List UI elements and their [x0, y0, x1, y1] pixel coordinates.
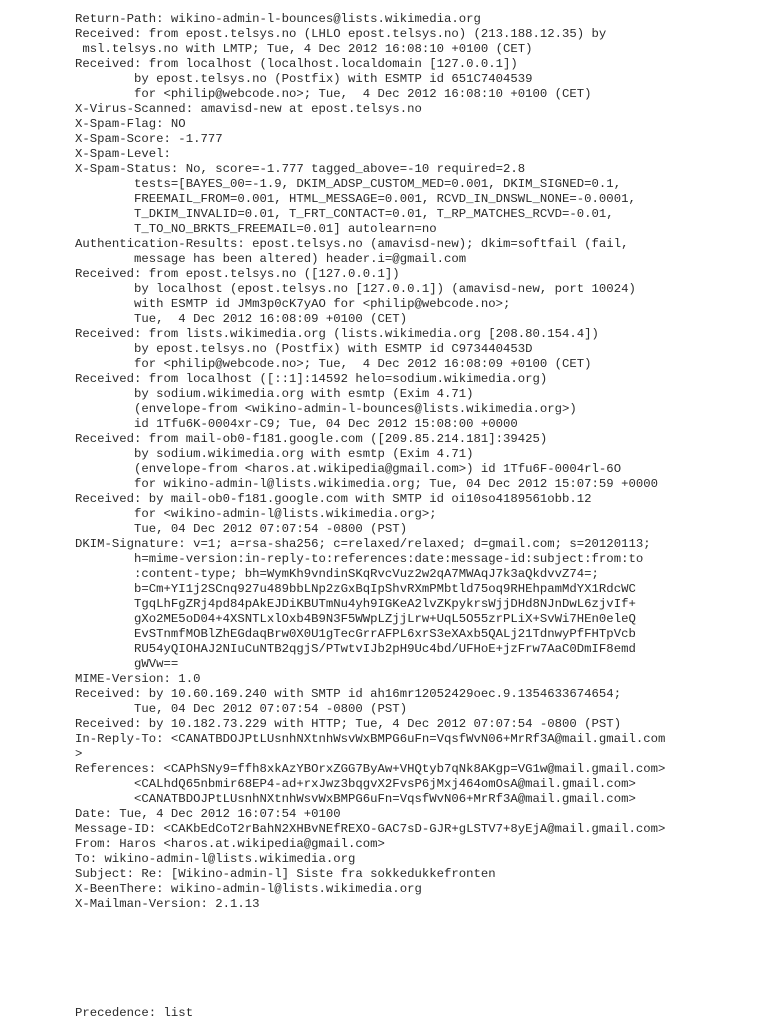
- email-header-line: Received: from epost.telsys.no (LHLO epost.telsys.no) (213.188.12.35) by: [75, 27, 607, 41]
- email-header-line: >: [75, 747, 83, 761]
- email-header-line: <CANATBDOJPtLUsnhNXtnhWsvWxBMPG6uFn=VqsfWvN06+MrRf3A@mail.gmail.com>: [75, 792, 636, 806]
- email-header-line: Subject: Re: [Wikino-admin-l] Siste fra sokkedukkefronten: [75, 867, 496, 881]
- email-header-line: Authentication-Results: epost.telsys.no (amavisd-new); dkim=softfail (fail,: [75, 237, 629, 251]
- email-header-line: To: wikino-admin-l@lists.wikimedia.org: [75, 852, 356, 866]
- email-header-line: by epost.telsys.no (Postfix) with ESMTP id C973440453D: [75, 342, 533, 356]
- email-header-line: Tue, 4 Dec 2012 16:08:09 +0100 (CET): [75, 312, 408, 326]
- email-header-block: [75, 12, 765, 912]
- email-header-line: by epost.telsys.no (Postfix) with ESMTP id 651C7404539: [75, 72, 533, 86]
- email-header-line: FREEMAIL_FROM=0.001, HTML_MESSAGE=0.001, RCVD_IN_DNSWL_NONE=-0.0001,: [75, 192, 636, 206]
- email-header-line: by localhost (epost.telsys.no [127.0.0.1]) (amavisd-new, port 10024): [75, 282, 636, 296]
- email-header-line: Date: Tue, 4 Dec 2012 16:07:54 +0100: [75, 807, 341, 821]
- email-header-line: tests=[BAYES_00=-1.9, DKIM_ADSP_CUSTOM_MED=0.001, DKIM_SIGNED=0.1,: [75, 177, 622, 191]
- email-header-line: Received: from localhost (localhost.localdomain [127.0.0.1]): [75, 57, 518, 71]
- email-header-line: msl.telsys.no with LMTP; Tue, 4 Dec 2012 16:08:10 +0100 (CET): [75, 42, 533, 56]
- email-header-line: gWVw==: [75, 657, 179, 671]
- email-header-line: X-Virus-Scanned: amavisd-new at epost.telsys.no: [75, 102, 422, 116]
- email-header-line: EvSTnmfMOBlZhEGdaqBrw0X0U1gTecGrrAFPL6xrS3eXAxb5QALj21TdnwyPfFHTpVcb: [75, 627, 636, 641]
- email-header-line: Tue, 04 Dec 2012 07:07:54 -0800 (PST): [75, 702, 408, 716]
- email-header-line: References: <CAPhSNy9=ffh8xkAzYBOrxZGG7ByAw+VHQtyb7qNk8AKgp=VG1w@mail.gmail.com>: [75, 762, 666, 776]
- email-header-line: RU54yQIOHAJ2NIuCuNTB2qgjS/PTwtvIJb2pH9Uc4bd/UFHoE+jzFrw7AaC0DmIF8emd: [75, 642, 636, 656]
- email-header-line: In-Reply-To: <CANATBDOJPtLUsnhNXtnhWsvWxBMPG6uFn=VqsfWvN06+MrRf3A@mail.gmail.com: [75, 732, 666, 746]
- email-header-line: From: Haros <haros.at.wikipedia@gmail.com>: [75, 837, 385, 851]
- email-header-line: X-Mailman-Version: 2.1.13: [75, 897, 260, 911]
- email-header-line: Return-Path: wikino-admin-l-bounces@lists.wikimedia.org: [75, 12, 481, 26]
- email-header-line: for <wikino-admin-l@lists.wikimedia.org>;: [75, 507, 437, 521]
- email-header-line: Tue, 04 Dec 2012 07:07:54 -0800 (PST): [75, 522, 408, 536]
- email-footer-block: [75, 1006, 765, 1021]
- email-header-line: X-Spam-Score: -1.777: [75, 132, 223, 146]
- email-header-line: id 1Tfu6K-0004xr-C9; Tue, 04 Dec 2012 15:08:00 +0000: [75, 417, 518, 431]
- email-header-line: (envelope-from <haros.at.wikipedia@gmail.com>) id 1Tfu6F-0004rl-6O: [75, 462, 622, 476]
- email-header-line: Received: from lists.wikimedia.org (lists.wikimedia.org [208.80.154.4]): [75, 327, 599, 341]
- email-header-line: Received: by 10.60.169.240 with SMTP id ah16mr12052429oec.9.1354633674654;: [75, 687, 622, 701]
- email-header-line: Received: by 10.182.73.229 with HTTP; Tue, 4 Dec 2012 07:07:54 -0800 (PST): [75, 717, 622, 731]
- email-header-line: X-Spam-Flag: NO: [75, 117, 186, 131]
- email-header-line: message has been altered) header.i=@gmail.com: [75, 252, 467, 266]
- email-header-line: T_TO_NO_BRKTS_FREEMAIL=0.01] autolearn=no: [75, 222, 437, 236]
- email-header-line: with ESMTP id JMm3p0cK7yAO for <philip@webcode.no>;: [75, 297, 511, 311]
- email-header-line: X-Spam-Status: No, score=-1.777 tagged_above=-10 required=2.8: [75, 162, 526, 176]
- email-header-line: by sodium.wikimedia.org with esmtp (Exim 4.71): [75, 447, 474, 461]
- email-header-line: gXo2ME5oD04+4XSNTLxlOxb4B9N3F5WWpLZjjLrw+UqL5O55zrPLiX+SvWi7HEn0eleQ: [75, 612, 636, 626]
- email-header-line: X-Spam-Level:: [75, 147, 171, 161]
- email-header-line: X-BeenThere: wikino-admin-l@lists.wikimedia.org: [75, 882, 422, 896]
- email-header-line: :content-type; bh=WymKh9vndinSKqRvcVuz2w2qA7MWAqJ7k3aQkdvvZ74=;: [75, 567, 599, 581]
- email-header-line: TgqLhFgZRj4pd84pAkEJDiKBUTmNu4yh9IGKeA2lvZKpykrsWjjDHd8NJnDwL6zjvIf+: [75, 597, 636, 611]
- email-header-line: by sodium.wikimedia.org with esmtp (Exim 4.71): [75, 387, 474, 401]
- email-header-line: <CALhdQ65nbmir68EP4-ad+rxJwz3bqgvX2FvsP6jMxj464omOsA@mail.gmail.com>: [75, 777, 636, 791]
- email-header-line: Received: by mail-ob0-f181.google.com with SMTP id oi10so4189561obb.12: [75, 492, 592, 506]
- email-header-line: T_DKIM_INVALID=0.01, T_FRT_CONTACT=0.01, T_RP_MATCHES_RCVD=-0.01,: [75, 207, 614, 221]
- email-header-line: (envelope-from <wikino-admin-l-bounces@lists.wikimedia.org>): [75, 402, 577, 416]
- email-header-line: MIME-Version: 1.0: [75, 672, 201, 686]
- precedence-header-line: Precedence: list: [75, 1006, 194, 1020]
- email-header-line: for wikino-admin-l@lists.wikimedia.org; Tue, 04 Dec 2012 15:07:59 +0000: [75, 477, 658, 491]
- email-header-line: DKIM-Signature: v=1; a=rsa-sha256; c=relaxed/relaxed; d=gmail.com; s=20120113;: [75, 537, 651, 551]
- email-header-line: h=mime-version:in-reply-to:references:date:message-id:subject:from:to: [75, 552, 644, 566]
- email-header-line: for <philip@webcode.no>; Tue, 4 Dec 2012 16:08:10 +0100 (CET): [75, 87, 592, 101]
- email-header-line: for <philip@webcode.no>; Tue, 4 Dec 2012 16:08:09 +0100 (CET): [75, 357, 592, 371]
- email-header-line: Received: from epost.telsys.no ([127.0.0.1]): [75, 267, 400, 281]
- email-header-line: Received: from localhost ([::1]:14592 helo=sodium.wikimedia.org): [75, 372, 548, 386]
- email-header-line: Received: from mail-ob0-f181.google.com ([209.85.214.181]:39425): [75, 432, 548, 446]
- email-header-line: b=Cm+YI1j2SCnq927u489bbLNp2zGxBqIpShvRXmPMbtld75oq9RHEhpamMdYX1RdcWC: [75, 582, 636, 596]
- email-header-line: Message-ID: <CAKbEdCoT2rBahN2XHBvNEfREXO-GAC7sD-GJR+gLSTV7+8yEjA@mail.gmail.com>: [75, 822, 666, 836]
